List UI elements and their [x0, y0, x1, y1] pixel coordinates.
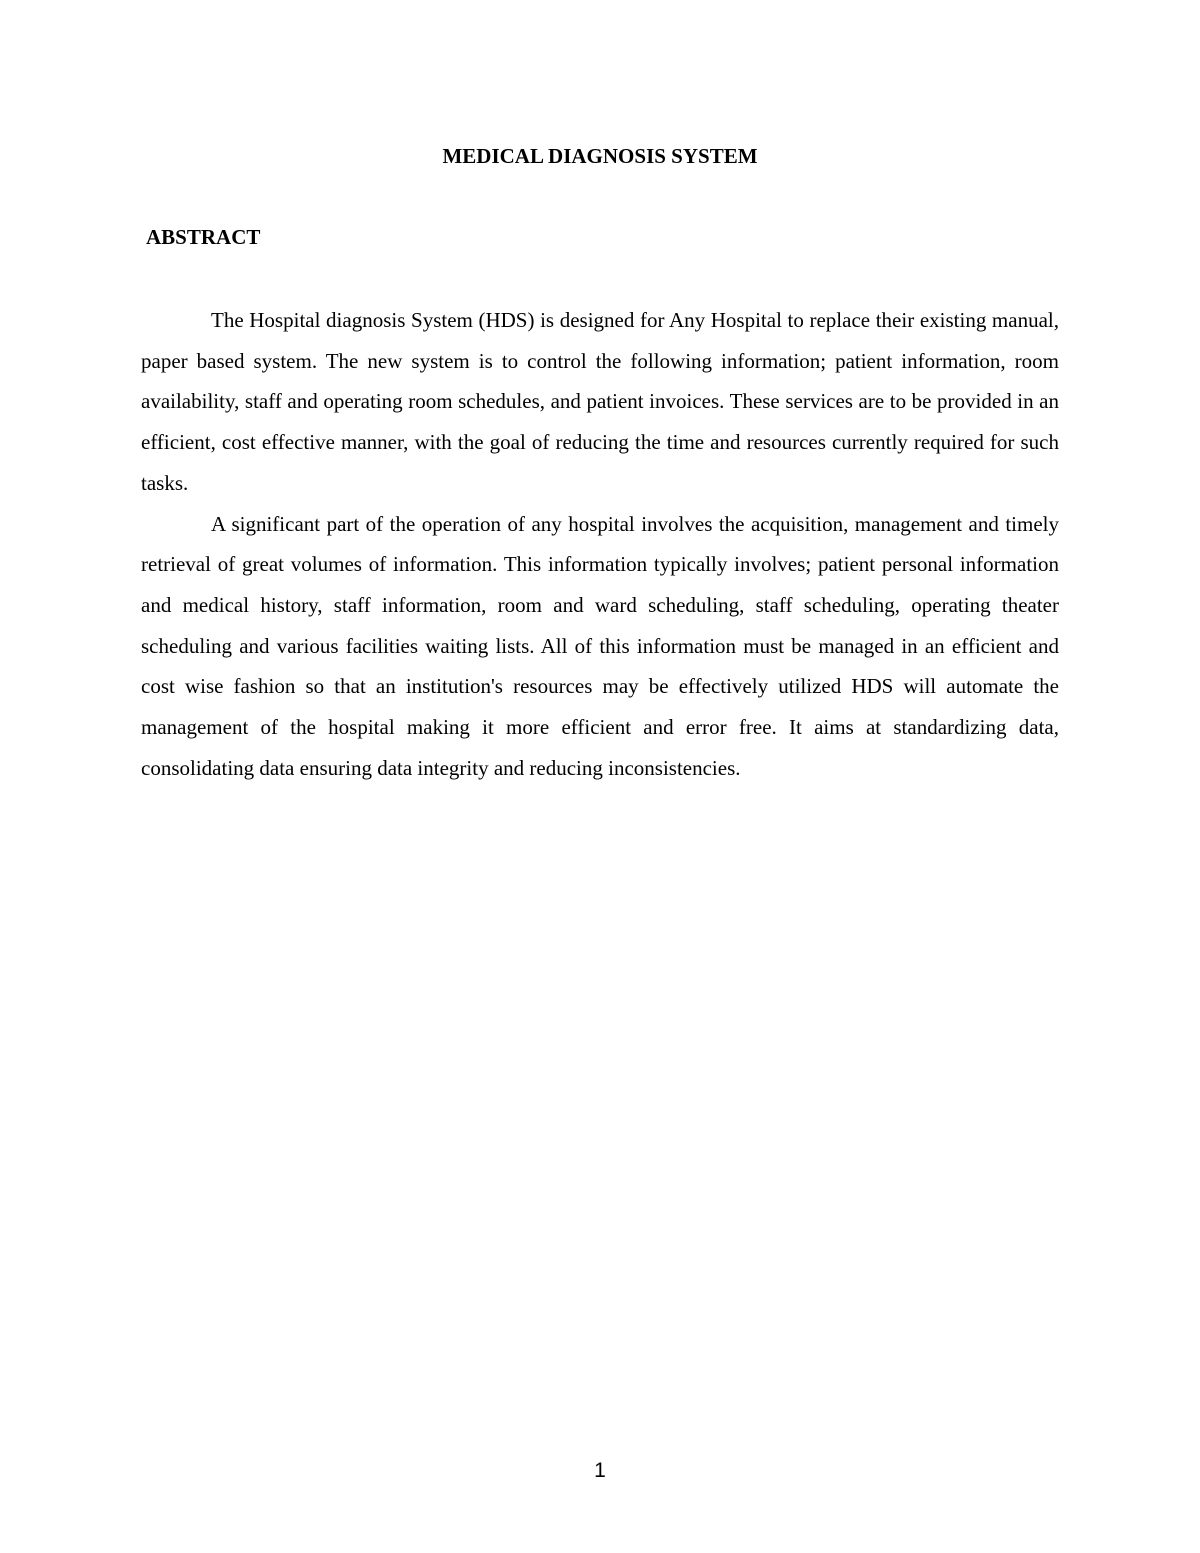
abstract-heading: ABSTRACT [146, 225, 261, 249]
abstract-paragraph-2: A significant part of the operation of any hospital involves the acquisition, management and timely retrieval of great volumes of information. This information typically involves; patient personal information and medical history, staff information, room and ward scheduling, staff scheduling, operating theater scheduling and various facilities waiting lists. All of this information must be managed in an efficient and cost wise fashion so that an institution's resources may be effectively utilized HDS will automate the management of the hospital making it more efficient and error free. It aims at standardizing data, consolidating data ensuring data integrity and reducing inconsistencies. [141, 511, 1059, 780]
abstract-paragraph-1: The Hospital diagnosis System (HDS) is designed for Any Hospital to replace their existing manual, paper based system. The new system is to control the following information; patient information, room availability, staff and operating room schedules, and patient invoices. These services are to be provided in an efficient, cost effective manner, with the goal of reducing the time and resources currently required for such tasks. [141, 308, 1059, 495]
page-number: 1 [594, 1459, 606, 1482]
document-title: MEDICAL DIAGNOSIS SYSTEM [442, 144, 758, 168]
abstract-body [141, 300, 1059, 788]
